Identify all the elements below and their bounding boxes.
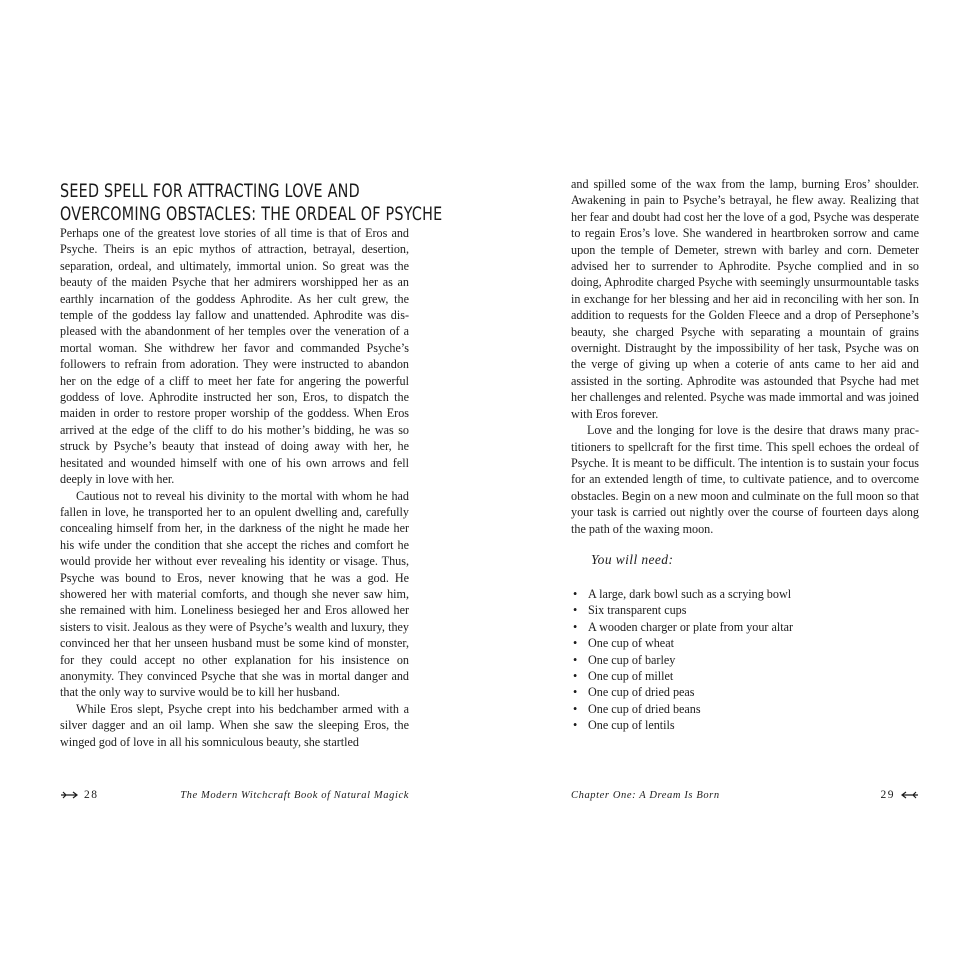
page-number: 29 xyxy=(880,789,895,801)
list-item: • A large, dark bowl such as a scrying bowl xyxy=(571,586,793,602)
left-page-number xyxy=(60,789,99,801)
list-item: • One cup of dried beans xyxy=(571,701,793,717)
arrow-ornament-icon xyxy=(901,790,919,800)
you-will-need-heading: You will need: xyxy=(591,552,674,567)
paragraph: Love and the longing for love is the desire that draws many practitioners to spellcraft for the first time. This spell echoes the ordeal of Psyche. It is meant to be difficult. The intention is to sustain your focus for an extended length of time, to cultivate patience, and to overcome obstacles. Begin on a new moon and culminate on the full moon so that your task is carried out nightly over the course of fourteen days along the path of the waxing moon. xyxy=(571,423,919,536)
left-body-text xyxy=(60,225,409,750)
right-running-footer: Chapter One: A Dream Is Born xyxy=(571,790,720,801)
paragraph: While Eros slept, Psyche crept into his bedchamber armed with a silver dagger and an oil lamp. When she saw the sleeping Eros, the winged god of love in all his somniculous beauty, she startled xyxy=(60,701,409,749)
list-item: • A wooden charger or plate from your altar xyxy=(571,619,793,635)
spell-title xyxy=(60,180,443,226)
left-page xyxy=(60,0,443,980)
arrow-ornament-icon xyxy=(60,790,78,800)
list-item: • Six transparent cups xyxy=(571,602,793,618)
paragraph: Perhaps one of the greatest love stories of all time is that of Eros and Psyche. Theirs is an epic mythos of attraction, betrayal, desertion, separation, ordeal, and ultimately, immortal union. So great was the beauty of the maiden Psyche that her admirers worshipped her as an earthly incarnation of the goddess Aphrodite. As her cult grew, the temple of the goddess lay fallow and unattended. Aphrodite was displeased with the abandonment of her temples over the veneration of a mortal woman. She withdrew her favor and commanded Psyche’s followers to refrain from adoration. They were instructed to abandon her on the edge of a cliff to meet her fate for angering the powerful goddess of love. Aphrodite instructed her son, Eros, to dispatch the maiden in order to restore proper worship of the goddess. When Eros arrived at the edge of the cliff to do his mother’s bidding, he was so struck by Psyche’s beauty that instead of doing away with her, he hesitated and wounded himself with one of his own arrows and fell deeply in love with her. xyxy=(60,226,409,487)
list-item: • One cup of wheat xyxy=(571,635,793,651)
title-line: SEED SPELL FOR ATTRACTING LOVE AND xyxy=(60,181,360,203)
right-page xyxy=(571,0,919,980)
right-page-number xyxy=(881,789,920,801)
title-line: OVERCOMING OBSTACLES: THE ORDEAL OF PSYCHE xyxy=(60,204,443,226)
list-item: • One cup of dried peas xyxy=(571,684,793,700)
list-item: • One cup of barley xyxy=(571,652,793,668)
right-body-text xyxy=(571,176,919,537)
list-item: • One cup of millet xyxy=(571,668,793,684)
list-item: • One cup of lentils xyxy=(571,717,793,733)
paragraph: and spilled some of the wax from the lamp, burning Eros’ shoulder. Awakening in pain to Psyche’s betrayal, he flew away. Realizing that her fear and doubt had cost her the love of a god, Psyche was desperate to regain Eros’s love. She wandered in heartbroken sorrow and came upon the temple of Demeter, strewn with barley and corn. Demeter advised her to surrender to Aphrodite. Psyche complied and in so doing, Aphrodite charged Psyche with seemingly unsurmountable tasks in exchange for her blessing and her aid in reconciling with her son. In addition to requests for the Golden Fleece and a drop of Persephone’s beauty, she charged Psyche with separating a mountain of grains overnight. Distraught by the impossibility of her task, Psyche was on the verge of giving up when a coterie of ants came to her aid and assisted in the sorting. Aphrodite was astounded that Psyche had met her challenges and relented. Psyche was made immortal and was joined with Eros forever. xyxy=(571,177,919,421)
page-number: 28 xyxy=(84,789,99,801)
left-running-footer: The Modern Witchcraft Book of Natural Magick xyxy=(180,790,409,801)
ingredients-list xyxy=(571,586,793,734)
paragraph: Cautious not to reveal his divinity to the mortal with whom he had fallen in love, he transported her to an opulent dwelling and, carefully concealing himself from her, in the darkness of the night he made her his wife under the condition that she accept the riches and comfort he would provide her without ever revealing his identity or visage. Thus, Psyche was bound to Eros, never knowing that he was a god. He showered her with material comforts, and though she never saw him, she remained with him. Loneliness besieged her and Eros allowed her sisters to visit. Jealous as they were of Psyche’s wealth and luxury, they convinced her that her unseen husband must be some kind of monster, for they could accept no other explanation for his insistence on anonymity. They convinced Psyche that she was in mortal danger and that the only way to survive would be to kill her husband. xyxy=(60,488,409,700)
